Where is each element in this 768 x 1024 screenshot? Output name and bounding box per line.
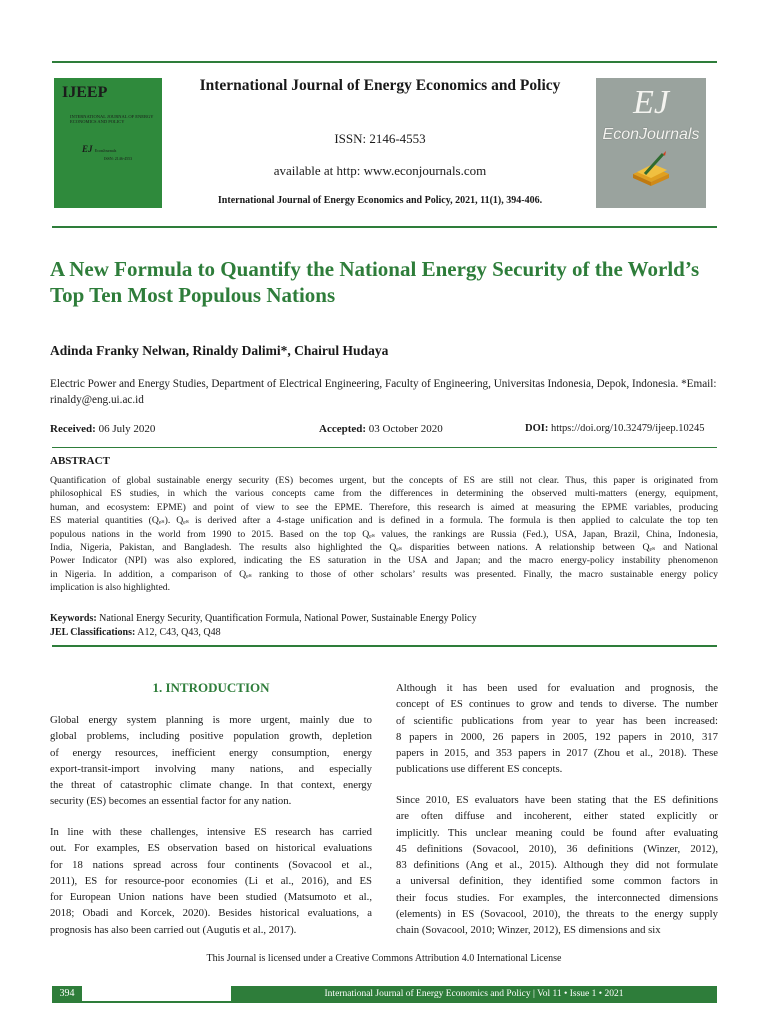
cover-brand-small: EconJournals <box>94 148 117 153</box>
jel-classifications <box>50 626 720 640</box>
journal-website[interactable]: available at http: www.econjournals.com <box>273 163 487 178</box>
right-p2-line: chain (Sovacool, 2010; Winzer, 2012), ES dimensions and six <box>396 924 661 937</box>
doi <box>525 423 704 434</box>
received-date <box>50 423 155 435</box>
cover-issn: ISSN: 2146-4553 <box>104 156 133 161</box>
abstract-text <box>50 474 718 595</box>
left-p1-line: the threat of catastrophic climate change. In that context, energy <box>50 779 372 792</box>
right-p1-line: Although it has been used for evaluation and prognosis, the <box>396 682 718 694</box>
article-title: A New Formula to Quantify the National Energy Security of the World’s Top Ten Most Populous Nations <box>50 257 700 307</box>
right-p2-line: a universal definition, they identified some common factors in <box>396 875 718 888</box>
logo-name: EconJournals <box>602 126 700 143</box>
left-p2-line: In line with these challenges, intensive ES research has carried <box>50 826 372 838</box>
abstract-text-line: Power Indicator (NPI) was also explored, indicating the ES saturation in the USA and Japan; and the macro energy-policy instability phenomenon <box>50 555 718 567</box>
right-p2-line: 45 definitions (Sovacool, 2010), 36 definitions (Winzer, 2012), <box>396 842 718 855</box>
doi-label: DOI: <box>525 423 549 434</box>
top-rule <box>52 61 717 63</box>
right-p2-line: Since 2010, ES evaluators have been stating that the ES definitions <box>396 794 718 806</box>
left-p1-line: of energy resources, inefficient energy consumption, energy <box>50 746 372 759</box>
author-affiliation: Electric Power and Energy Studies, Department of Electrical Engineering, Faculty of Engineering, Universitas Indonesia, Depok, Indonesia. *Email: rinaldy@eng.ui.ac.id <box>50 378 717 406</box>
article-authors: Adinda Franky Nelwan, Rinaldy Dalimi*, Chairul Hudaya <box>50 343 389 358</box>
right-p1-line: publications use different ES concepts. <box>396 763 563 776</box>
abstract-text-line: human, and ecosystem: EPME) and point of view to see the EPME. Therefore, this research is aimed at measuring the EPME variables, producing <box>50 501 718 513</box>
right-p1-line: concept of ES continues to grow and tends to diverse. The number <box>396 698 718 711</box>
book-pencil-icon <box>629 148 673 188</box>
abstract-text-line: India, Nigeria, Pakistan, and Bangladesh. The results also highlighted the Qₑₛ disparities between nations. A relationship between Qₑₛ and National <box>50 542 718 554</box>
cover-subtitle: INTERNATIONAL JOURNAL OF ENERGY ECONOMICS AND POLICY <box>70 114 154 124</box>
received-label: Received: <box>50 423 96 435</box>
jel-label: JEL Classifications: <box>50 627 136 638</box>
received-value: 06 July 2020 <box>98 423 156 435</box>
accepted-value: 03 October 2020 <box>368 423 443 435</box>
keywords-label: Keywords: <box>50 613 97 624</box>
keywords-value: National Energy Security, Quantification Formula, National Power, Sustainable Energy Policy <box>99 613 477 624</box>
header-bottom-rule <box>52 226 717 228</box>
econjournals-logo <box>596 78 706 208</box>
intro-right-paragraph-2 <box>396 792 718 939</box>
logo-mark: EJ <box>633 84 669 121</box>
left-p1-line: export-transit-import involving many nations, and especially <box>50 762 372 775</box>
journal-cover-thumbnail <box>54 78 162 208</box>
right-p2-line: implicitly. This unclear meaning could be found after evaluating <box>396 826 718 839</box>
right-p1-line: 8 papers in 2000, 26 papers in 2005, 192 papers in 2010, 317 <box>396 730 718 743</box>
introduction-heading: 1. INTRODUCTION <box>152 680 270 695</box>
right-p2-line: their focus studies. For examples, the interconnected dimensions <box>396 891 718 904</box>
abstract-text-line: in Nigeria. In addition, a comparison of Qₑₛ ranking to those of other scholars’ results was presented. Finally, the macro sustainable energy policy <box>50 568 718 580</box>
right-p2-line: (elements) in ES (Sovacool, 2010), the threats to the energy supply <box>396 908 718 921</box>
left-p2-line: prognosis has also been carried out (Augutis et al., 2017). <box>50 923 297 936</box>
abstract-text-line: implication is also highlighted. <box>50 582 171 594</box>
cover-title: IJEEP <box>62 84 108 101</box>
left-p2-line: out. For examples, ES observation based on historical evaluations <box>50 842 372 855</box>
right-p1-line: papers in 2015, and 353 papers in 2017 (Zhou et al., 2018). These <box>396 747 718 760</box>
right-p2-line: 83 definitions (Ang et al., 2015). Although they did not formulate <box>396 859 718 872</box>
left-p2-line: for 18 nations spread across four continents (Sovacool et al., <box>50 858 372 871</box>
accepted-date <box>319 423 443 435</box>
license-note: This Journal is licensed under a Creative Commons Attribution 4.0 International License <box>206 953 562 964</box>
article-citation: International Journal of Energy Economics and Policy, 2021, 11(1), 394-406. <box>217 195 543 206</box>
abstract-text-line: philosophical ES studies, in which the various concepts came from the differences in determining the observed multi-matters (energy, equipment, <box>50 488 718 500</box>
abstract-bottom-rule <box>52 645 717 647</box>
page-number: 394 <box>52 986 82 1002</box>
intro-left-paragraph-2 <box>50 824 372 938</box>
abstract-text-line: Quantification of global sustainable energy security (ES) becomes urgent, but the concepts of ES are still not clear. Thus, this paper is originated from <box>50 475 718 486</box>
abstract-top-rule <box>52 447 717 448</box>
cover-brand-mark: EJ <box>82 144 93 154</box>
left-p1-line: Global energy system planning is more urgent, mainly due to <box>50 714 372 726</box>
jel-value: A12, C43, Q43, Q48 <box>137 627 221 638</box>
abstract-text-line: ES material quantities (Qₑₛ). Qₑₛ is derived after a 4-stage unification and is defined in a formula. The formula is then applied to calculate the top ten <box>50 515 718 527</box>
doi-link[interactable]: https://doi.org/10.32479/ijeep.10245 <box>550 423 705 434</box>
accepted-label: Accepted: <box>319 423 367 435</box>
cover-brand <box>82 144 154 154</box>
left-p2-line: 2011), ES for resource-poor economies (Li et al., 2016), and ES <box>50 874 372 887</box>
left-p2-line: for European Union nations have been studied (Matsumoto et al., <box>50 891 372 904</box>
left-p2-line: 2018; Obadi and Korcek, 2020). Besides historical evaluations, a <box>50 907 372 920</box>
abstract-heading: ABSTRACT <box>50 455 110 467</box>
right-p1-line: of scientific publications from year to year has been increased: <box>396 714 718 727</box>
footer-journal-line: International Journal of Energy Economics and Policy | Vol 11 • Issue 1 • 2021 <box>231 986 717 1002</box>
journal-name: International Journal of Energy Economics and Policy <box>199 77 561 94</box>
intro-left-paragraph-1 <box>50 712 372 810</box>
keywords <box>50 612 720 626</box>
left-p1-line: global problems, including positive population growth, depletion <box>50 730 372 743</box>
right-p2-line: are often diffuse and incoherent, either stated explicitly or <box>396 810 718 823</box>
left-p1-line: security (ES) becomes an essential factor for any nation. <box>50 795 292 808</box>
abstract-text-line: populous nations in the world from 1990 to 2015. Based on the top Qₑₛ values, the rankings are Russia (Fed.), USA, Japan, Brazil, China, Indonesia, <box>50 528 718 540</box>
journal-issn: ISSN: 2146-4553 <box>334 131 426 146</box>
intro-right-paragraph-1 <box>396 680 718 778</box>
